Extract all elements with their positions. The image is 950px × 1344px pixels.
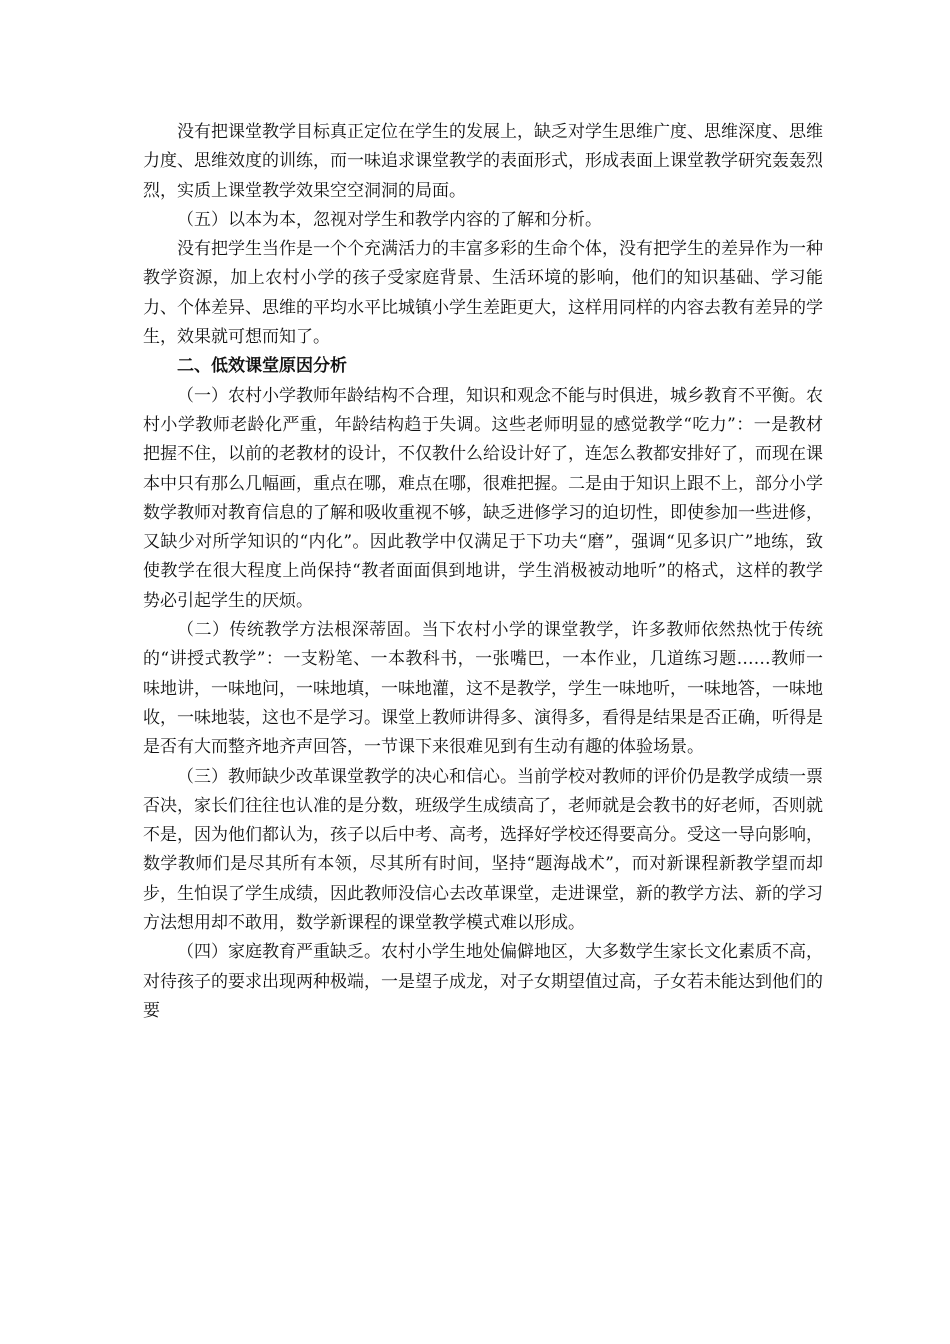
document-body (143, 118, 823, 1026)
paragraph-reason-one: （一）农村小学教师年龄结构不合理，知识和观念不能与时俱进，城乡教育不平衡。农村小学教师老龄化严重，年龄结构趋于失调。这些老师明显的感觉教学“吃力”：一是教材把握不住，以前的老教材的设计，不仅教什么给设计好了，连怎么教都安排好了，而现在课本中只有那么几幅画，重点在哪，难点在哪，很难把握。二是由于知识上跟不上，部分小学数学教师对教育信息的了解和吸收重视不够，缺乏进修学习的迫切性，即使参加一些进修，又缺少对所学知识的“内化”。因此教学中仅满足于下功夫“磨”，强调“见多识广”地练，致使教学在很大程度上尚保持“教者面面俱到地讲，学生消极被动地听”的格式，这样的教学势必引起学生的厌烦。 (143, 385, 823, 611)
paragraph-goal-positioning: 没有把课堂教学目标真正定位在学生的发展上，缺乏对学生思维广度、思维深度、思维力度、思维效度的训练，而一味追求课堂教学的表面形式，形成表面上课堂教学研究轰轰烈烈，实质上课堂教学效果空空洞洞的局面。 (143, 122, 823, 201)
paragraph-reason-four: （四）家庭教育严重缺乏。农村小学生地处偏僻地区，大多数学生家长文化素质不高，对待孩子的要求出现两种极端，一是望子成龙，对子女期望值过高，子女若未能达到他们的要 (143, 942, 823, 1021)
section-heading-two: 二、低效课堂原因分析 (177, 356, 347, 377)
paragraph-reason-three: （三）教师缺少改革课堂教学的决心和信心。当前学校对教师的评价仍是教学成绩一票否决，家长们往往也认准的是分数，班级学生成绩高了，老师就是会教书的好老师，否则就不是，因为他们都认为，孩子以后中考、高考，选择好学校还得要高分。受这一导向影响，数学教师们是尽其所有本领，尽其所有时间，坚持“题海战术”，而对新课程新教学望而却步，生怕误了学生成绩，因此教师没信心去改革课堂，走进课堂，新的教学方法、新的学习方法想用却不敢用，数学新课程的课堂教学模式难以形成。 (143, 766, 823, 934)
paragraph-reason-two: （二）传统教学方法根深蒂固。当下农村小学的课堂教学，许多教师依然热忱于传统的“讲授式教学”：一支粉笔、一本教科书，一张嘴巴，一本作业，几道练习题……教师一味地讲，一味地问，一味地填，一味地灌，这不是教学，学生一味地听，一味地答，一味地收，一味地装，这也不是学习。课堂上教师讲得多、演得多，看得是结果是否正确，听得是是否有大而整齐地齐声回答，一节课下来很难见到有生动有趣的体验场景。 (143, 620, 823, 758)
subheading-five: （五）以本为本，忽视对学生和教学内容的了解和分析。 (177, 209, 602, 230)
paragraph-student-differences: 没有把学生当作是一个个充满活力的丰富多彩的生命个体，没有把学生的差异作为一种教学资源，加上农村小学的孩子受家庭背景、生活环境的影响，他们的知识基础、学习能力、个体差异、思维的平均水平比城镇小学生差距更大，这样用同样的内容去教有差异的学生，效果就可想而知了。 (143, 239, 823, 348)
